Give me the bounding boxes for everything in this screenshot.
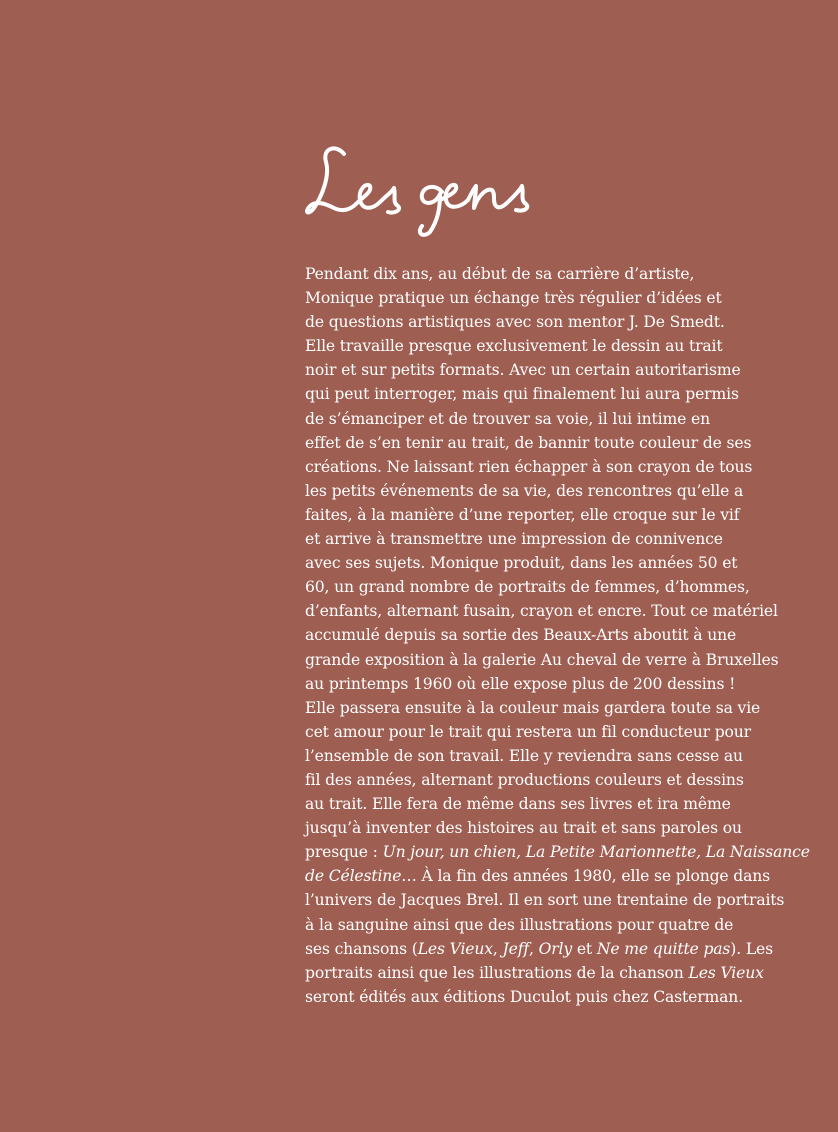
text-line: créations. Ne laissant rien échapper à son crayon de tous [305, 457, 753, 476]
book-title-italic: de Célestine [305, 867, 402, 886]
text-line: grande exposition à la galerie Au cheval de verre à Bruxelles [305, 650, 779, 669]
text-line: effet de s’en tenir au trait, de bannir toute couleur de ses [305, 433, 752, 452]
text-run: , [528, 939, 539, 958]
text-line: seront édités aux éditions Duculot puis chez Casterman. [305, 987, 744, 1006]
text-line: au printemps 1960 où elle expose plus de 200 dessins ! [305, 674, 736, 693]
body-paragraph [305, 262, 810, 1009]
song-title-italic: Ne me quitte pas [596, 939, 731, 958]
text-line: de questions artistiques avec son mentor J. De Smedt. [305, 313, 725, 332]
text-line: jusqu’à inventer des histoires au trait et sans paroles ou [305, 819, 742, 838]
text-line: cet amour pour le trait qui restera un fil conducteur pour [305, 722, 751, 741]
text-line: l’univers de Jacques Brel. Il en sort une trentaine de portraits [305, 891, 785, 910]
text-line: Monique pratique un échange très régulier d’idées et [305, 289, 722, 308]
song-title-italic: Les Vieux [417, 939, 493, 958]
text-line: avec ses sujets. Monique produit, dans les années 50 et [305, 554, 738, 573]
text-line: et arrive à transmettre une impression de connivence [305, 530, 723, 549]
text-line [305, 937, 785, 961]
text-line [305, 961, 785, 985]
text-line: fil des années, alternant productions couleurs et dessins [305, 770, 744, 789]
text-line: faites, à la manière d’une reporter, elle croque sur le vif [305, 505, 740, 524]
text-line: noir et sur petits formats. Avec un certain autoritarisme [305, 361, 741, 380]
text-run: presque : [305, 843, 383, 862]
text-line: les petits événements de sa vie, des rencontres qu’elle a [305, 481, 744, 500]
text-line: 60, un grand nombre de portraits de femmes, d’hommes, [305, 578, 750, 597]
text-line: Elle passera ensuite à la couleur mais gardera toute sa vie [305, 698, 761, 717]
text-run: et [572, 939, 597, 958]
text-line: Pendant dix ans, au début de sa carrière d’artiste, [305, 265, 695, 283]
text-line: d’enfants, alternant fusain, crayon et encre. Tout ce matériel [305, 602, 778, 621]
text-line [305, 864, 785, 888]
text-run: … À la fin des années 1980, elle se plonge dans [401, 867, 771, 886]
song-title-italic: Jeff [502, 939, 529, 958]
song-title-italic: Les Vieux [688, 963, 764, 982]
book-titles-italic: Un jour, un chien, La Petite Marionnette, La Naissance [382, 843, 810, 862]
text-line: Elle travaille presque exclusivement le dessin au trait [305, 337, 723, 356]
text-line: de s’émanciper et de trouver sa voie, il lui intime en [305, 409, 710, 428]
text-run: portraits ainsi que les illustrations de la chanson [305, 963, 689, 982]
text-line: à la sanguine ainsi que des illustrations pour quatre de [305, 915, 734, 934]
text-line: l’ensemble de son travail. Elle y reviendra sans cesse au [305, 746, 743, 765]
text-run: ses chansons ( [305, 939, 418, 958]
text-line: au trait. Elle fera de même dans ses livres et ira même [305, 795, 731, 814]
text-line [305, 840, 810, 864]
song-title-italic: Orly [538, 939, 573, 958]
handwritten-title-les-gens [300, 138, 560, 238]
text-line: accumulé depuis sa sortie des Beaux-Arts aboutit à une [305, 626, 737, 645]
text-run: ). Les [730, 939, 773, 958]
handwritten-title-text: Les gens [300, 138, 305, 139]
text-line: qui peut interroger, mais qui finalement lui aura permis [305, 385, 739, 404]
text-run: , [492, 939, 503, 958]
handwritten-title [300, 138, 560, 238]
